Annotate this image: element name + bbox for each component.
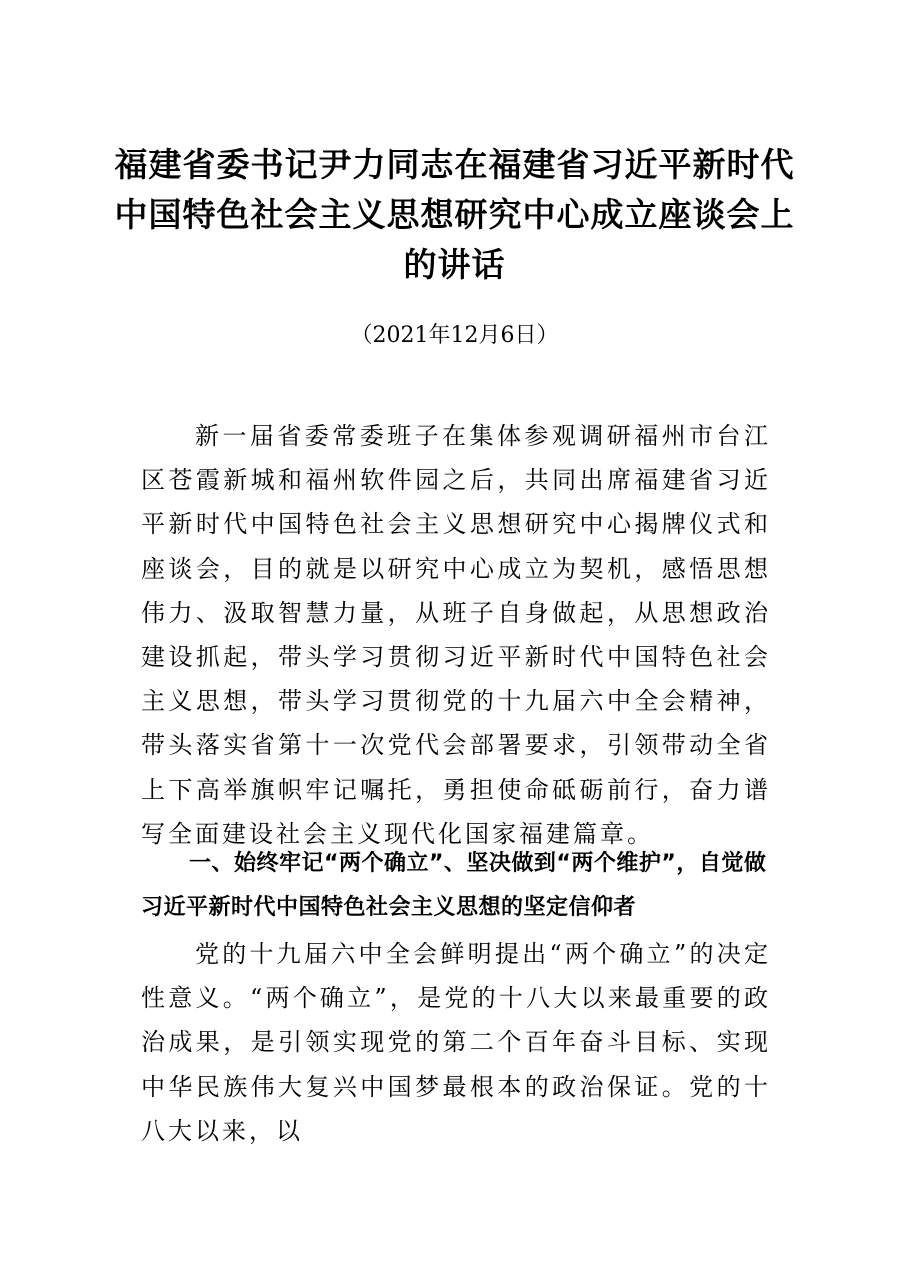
document-date: （2021年12月6日）: [350, 323, 559, 348]
document-title: 福建省委书记尹力同志在福建省习近平新时代中国特色社会主义思想研究中心成立座谈会上的讲话: [114, 145, 795, 284]
paragraph-intro: 新一届省委常委班子在集体参观调研福州市台江区苍霞新城和福州软件园之后，共同出席福建省习近平新时代中国特色社会主义思想研究中心揭牌仪式和座谈会，目的就是以研究中心成立为契机，感悟思想伟力、汲取智慧力量，从班子自身做起，从思想政治建设抓起，带头学习贯彻习近平新时代中国特色社会主义思想，带头学习贯彻党的十九届六中全会精神，带头落实省第十一次党代会部署要求，引领带动全省上下高举旗帜牢记嘱托，勇担使命砥砺前行，奋力谱写全面建设社会主义现代化国家福建篇章。: [141, 422, 771, 848]
paragraph-section-1: 党的十九届六中全会鲜明提出“两个确立”的决定性意义。“两个确立”，是党的十八大以来最重要的政治成果，是引领实现党的第二个百年奋斗目标、实现中华民族伟大复兴中国梦最根本的政治保证。党的十八大以来，以: [141, 940, 771, 1145]
section-heading-1: 一、始终牢记“两个确立”、坚决做到“两个维护”，自觉做习近平新时代中国特色社会主义思想的坚定信仰者: [141, 851, 767, 920]
